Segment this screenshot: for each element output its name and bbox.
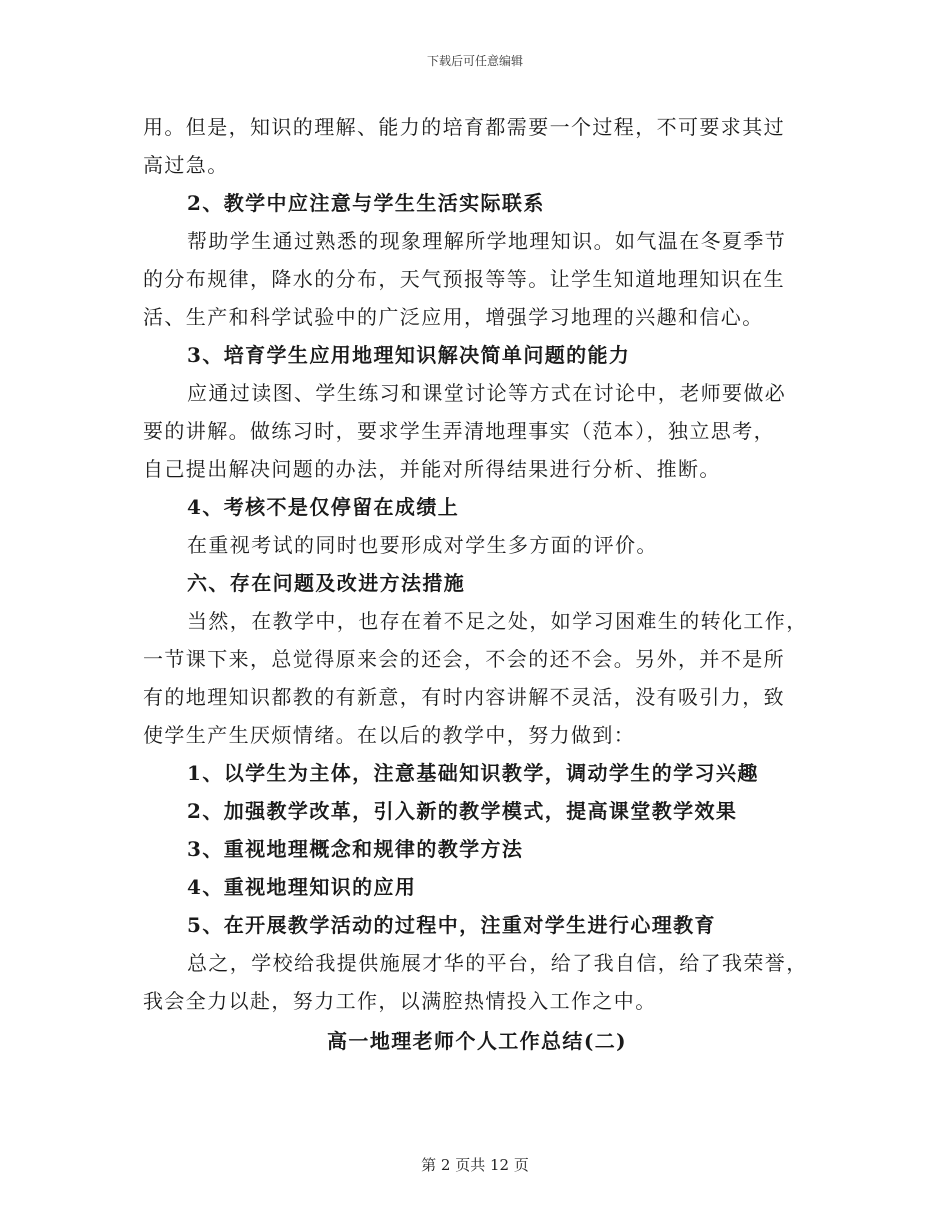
measure-item-5: 5、在开展教学活动的过程中，注重对学生进行心理教育	[187, 913, 716, 937]
measure-item-4: 4、重视地理知识的应用	[187, 875, 417, 899]
section-heading-4: 4、考核不是仅停留在成绩上	[187, 495, 460, 519]
body-line-8: 应通过读图、学生练习和课堂讨论等方式在讨论中，老师要做必	[187, 381, 787, 405]
body-line-14: 当然，在教学中，也存在着不足之处，如学习困难生的转化工作，	[187, 609, 808, 633]
body-line-4: 帮助学生通过熟悉的现象理解所学地理知识。如气温在冬夏季节	[187, 229, 787, 253]
body-line-17: 使学生产生厌烦情绪。在以后的教学中，努力做到：	[143, 723, 636, 747]
measure-item-3: 3、重视地理概念和规律的教学方法	[187, 837, 524, 861]
body-line-1: 用。但是，知识的理解、能力的培育都需要一个过程，不可要求其过	[143, 115, 785, 139]
section-heading-six: 六、存在问题及改进方法措施	[187, 571, 466, 595]
page-header: 下载后可任意编辑	[426, 54, 523, 68]
body-line-16: 有的地理知识都教的有新意，有时内容讲解不灵活，没有吸引力，致	[143, 685, 785, 709]
section-heading-3: 3、培育学生应用地理知识解决简单问题的能力	[187, 343, 631, 367]
body-line-2: 高过急。	[143, 153, 229, 177]
body-line-24: 我会全力以赴，努力工作，以满腔热情投入工作之中。	[143, 989, 657, 1013]
document-title: 高一地理老师个人工作总结(二)	[327, 1029, 627, 1053]
body-line-15: 一节课下来，总觉得原来会的还会，不会的还不会。另外，并不是所	[143, 647, 785, 671]
body-line-6: 活、生产和科学试验中的广泛应用，增强学习地理的兴趣和信心。	[143, 305, 764, 329]
document-body	[143, 108, 811, 1060]
measure-item-2: 2、加强教学改革，引入新的教学模式，提高课堂教学效果	[187, 799, 738, 823]
section-heading-2: 2、教学中应注意与学生生活实际联系	[187, 191, 545, 215]
body-line-5: 的分布规律，降水的分布，天气预报等等。让学生知道地理知识在生	[143, 267, 785, 291]
body-line-10: 自己提出解决问题的办法，并能对所得结果进行分析、推断。	[143, 457, 721, 481]
body-line-23: 总之，学校给我提供施展才华的平台，给了我自信，给了我荣誉，	[187, 951, 808, 975]
page-footer: 第 2 页共 12 页	[421, 1156, 529, 1174]
measure-item-1: 1、以学生为主体，注意基础知识教学，调动学生的学习兴趣	[187, 761, 759, 785]
body-line-9: 要的讲解。做练习时，要求学生弄清地理事实（范本），独立思考，	[143, 419, 775, 443]
body-line-12: 在重视考试的同时也要形成对学生多方面的评价。	[187, 533, 658, 557]
